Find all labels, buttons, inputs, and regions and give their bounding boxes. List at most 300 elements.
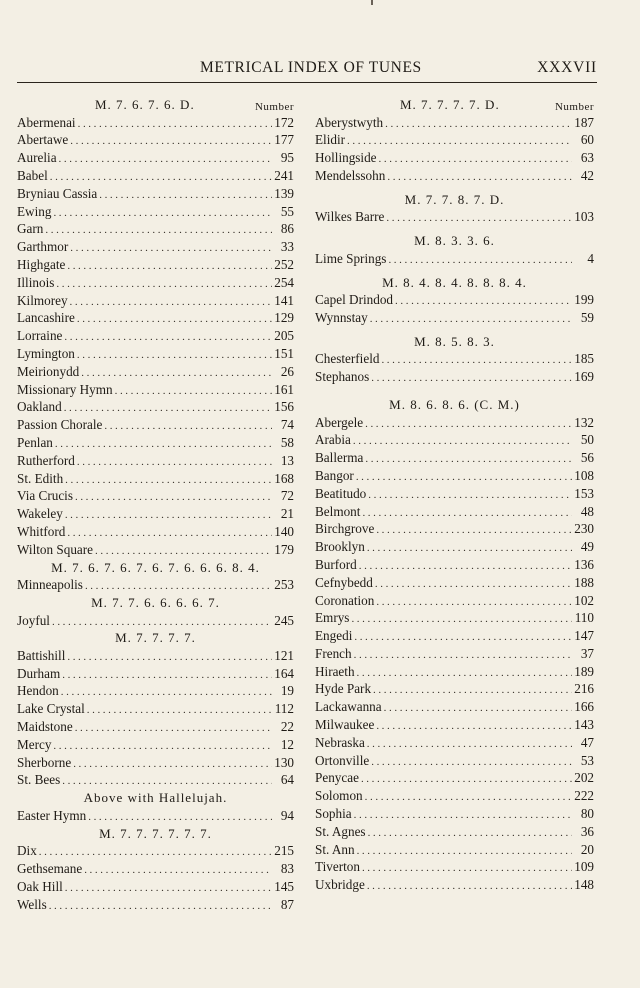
tune-number: 55: [280, 203, 294, 219]
meter-label: M. 8. 5. 8. 3.: [414, 333, 495, 349]
tune-row: [17, 292, 294, 310]
tune-name: Hyde Park: [315, 681, 372, 697]
meter-label: M. 7. 6. 7. 6. D.: [95, 97, 195, 112]
tune-name: Brooklyn: [315, 539, 365, 555]
tune-number: 215: [274, 843, 294, 859]
dot-leader: [77, 311, 272, 329]
dot-leader: [379, 151, 572, 169]
dot-leader: [62, 667, 272, 685]
dot-leader: [373, 682, 572, 700]
tune-name: Milwaukee: [315, 717, 375, 733]
dot-leader: [53, 738, 272, 756]
tune-name: French: [315, 645, 352, 661]
tune-name: Hollingside: [315, 150, 377, 166]
tune-number: 156: [274, 399, 294, 415]
tune-name: Abermenai: [17, 114, 76, 130]
tune-row: [17, 114, 294, 132]
right-column: [315, 96, 594, 894]
meter-label: M. 8. 6. 8. 6. (C. M.): [389, 396, 520, 412]
tune-name: Solomon: [315, 788, 363, 804]
tune-row: [315, 841, 594, 859]
dot-leader: [64, 329, 272, 347]
tune-row: [17, 149, 294, 167]
tune-number: 59: [580, 309, 594, 325]
tune-number: 161: [274, 381, 294, 397]
dot-leader: [365, 416, 572, 434]
tune-number: 110: [574, 610, 594, 626]
tune-number: 216: [574, 681, 594, 697]
tune-row: [315, 538, 594, 556]
meter-heading: [315, 232, 594, 250]
tune-name: Mercy: [17, 736, 52, 752]
tune-row: [315, 208, 594, 226]
tune-name: Bryniau Cassia: [17, 185, 98, 201]
meter-label: M. 7. 7. 7. 7.: [115, 630, 196, 646]
tune-number: 164: [274, 665, 294, 681]
meter-label: M. 7. 7. 6. 6. 6. 6. 7.: [91, 594, 220, 610]
tune-number: 148: [574, 877, 594, 893]
tune-name: Wakeley: [17, 506, 63, 522]
tune-row: [315, 858, 594, 876]
dot-leader: [87, 702, 272, 720]
tune-name: Dix: [17, 843, 37, 859]
tune-name: Lancashire: [17, 310, 75, 326]
tune-name: Wilkes Barre: [315, 209, 385, 225]
tune-number: 139: [274, 185, 294, 201]
tune-number: 47: [580, 734, 594, 750]
tune-name: Penlan: [17, 434, 53, 450]
tune-name: Battishill: [17, 647, 66, 663]
tune-row: [315, 769, 594, 787]
number-column-label: Number: [254, 101, 294, 113]
tune-row: [315, 716, 594, 734]
tune-row: [17, 612, 294, 630]
tune-row: [17, 470, 294, 488]
dot-leader: [67, 258, 272, 276]
tune-row: [17, 771, 294, 789]
tune-name: Whitford: [17, 523, 66, 539]
meter-label: M. 8. 4. 8. 4. 8. 8. 8. 4.: [382, 274, 527, 290]
dot-leader: [367, 736, 572, 754]
meter-heading: [17, 594, 294, 612]
dot-leader: [65, 472, 272, 490]
dot-leader: [395, 293, 572, 311]
tune-row: [17, 238, 294, 256]
tune-name: Bangor: [315, 467, 354, 483]
tune-number: 132: [574, 414, 594, 430]
tune-row: [315, 698, 594, 716]
tune-name: Burford: [315, 556, 357, 572]
tune-row: [17, 523, 294, 541]
dot-leader: [367, 540, 572, 558]
tune-number: 205: [274, 328, 294, 344]
tune-row: [17, 576, 294, 594]
tune-name: Ortonville: [315, 752, 370, 768]
tune-number: 4: [587, 250, 594, 266]
tune-number: 153: [574, 485, 594, 501]
dot-leader: [84, 862, 272, 880]
meter-heading: [315, 274, 594, 292]
dot-leader: [55, 436, 272, 454]
tune-name: Belmont: [315, 503, 361, 519]
dot-leader: [376, 594, 572, 612]
tune-row: [315, 350, 594, 368]
tune-number: 188: [574, 574, 594, 590]
dot-leader: [73, 756, 272, 774]
tune-name: Stephanos: [315, 369, 370, 385]
tune-number: 187: [574, 114, 594, 130]
dot-leader: [77, 454, 272, 472]
tune-name: Joyful: [17, 612, 50, 628]
tune-number: 199: [574, 292, 594, 308]
dot-leader: [354, 647, 572, 665]
dot-leader: [354, 629, 572, 647]
tune-row: [315, 556, 594, 574]
tune-name: Highgate: [17, 256, 66, 272]
tune-row: [17, 505, 294, 523]
tune-name: Chesterfield: [315, 351, 380, 367]
tune-row: [315, 431, 594, 449]
dot-leader: [356, 469, 572, 487]
tune-name: St. Bees: [17, 772, 61, 788]
dot-leader: [375, 576, 572, 594]
tune-row: [17, 878, 294, 896]
tune-name: Sherborne: [17, 754, 72, 770]
tune-row: [315, 609, 594, 627]
tune-name: Gethsemane: [17, 861, 83, 877]
tune-number: 141: [274, 292, 294, 308]
tune-number: 95: [280, 150, 294, 166]
dot-leader: [376, 522, 572, 540]
meter-label: M. 7. 7. 7. 7. 7. 7.: [99, 825, 212, 841]
tune-row: [315, 574, 594, 592]
tune-number: 121: [274, 647, 294, 663]
tune-number: 56: [580, 450, 594, 466]
dot-leader: [361, 771, 572, 789]
meter-heading: [17, 629, 294, 647]
tune-name: Elidir: [315, 132, 346, 148]
meter-label: M. 7. 6. 7. 6. 7. 6. 7. 6. 6. 6. 8. 4.: [51, 559, 260, 575]
dot-leader: [371, 370, 572, 388]
tune-name: Missionary Hymn: [17, 381, 113, 397]
tune-row: [315, 734, 594, 752]
tune-number: 143: [574, 717, 594, 733]
meter-heading: [315, 396, 594, 414]
tune-row: [17, 736, 294, 754]
dot-leader: [56, 276, 272, 294]
dot-leader: [388, 252, 572, 270]
tune-row: [315, 503, 594, 521]
tune-row: [315, 823, 594, 841]
tune-name: Hendon: [17, 683, 59, 699]
tune-name: Wynnstay: [315, 309, 368, 325]
tune-number: 36: [580, 823, 594, 839]
dot-leader: [65, 880, 272, 898]
header-rule: [17, 82, 597, 83]
dot-leader: [75, 720, 272, 738]
dot-leader: [385, 116, 572, 134]
tune-row: [17, 309, 294, 327]
tune-name: Lymington: [17, 345, 75, 361]
tune-name: Lime Springs: [315, 250, 387, 266]
tune-number: 103: [574, 209, 594, 225]
tune-name: Durham: [17, 665, 61, 681]
dot-leader: [371, 754, 572, 772]
tune-number: 86: [280, 221, 294, 237]
dot-leader: [45, 222, 272, 240]
tune-number: 140: [274, 523, 294, 539]
tune-number: 109: [574, 859, 594, 875]
tune-number: 202: [574, 770, 594, 786]
meter-heading: [315, 191, 594, 209]
tune-name: Penycae: [315, 770, 359, 786]
dot-leader: [365, 789, 572, 807]
tune-row: [315, 467, 594, 485]
tune-name: Garn: [17, 221, 44, 237]
dot-leader: [354, 807, 572, 825]
meter-heading: [17, 559, 294, 577]
tune-name: Passion Chorale: [17, 417, 103, 433]
tune-name: Kilmorey: [17, 292, 68, 308]
tune-row: [17, 434, 294, 452]
tune-name: Engedi: [315, 628, 353, 644]
tune-row: [17, 487, 294, 505]
tune-number: 83: [280, 861, 294, 877]
tune-name: Meirionydd: [17, 363, 80, 379]
tune-name: Rutherford: [17, 452, 75, 468]
tune-number: 72: [280, 488, 294, 504]
tune-number: 48: [580, 503, 594, 519]
tune-number: 20: [580, 841, 594, 857]
tune-row: [17, 185, 294, 203]
dot-leader: [365, 451, 572, 469]
tune-number: 12: [280, 736, 294, 752]
dot-leader: [386, 210, 572, 228]
tune-name: Aberystwyth: [315, 114, 384, 130]
dot-leader: [362, 505, 572, 523]
meter-label: M. 8. 3. 3. 6.: [414, 233, 495, 249]
tune-row: [17, 754, 294, 772]
tune-number: 64: [280, 772, 294, 788]
tune-row: [315, 414, 594, 432]
tune-number: 254: [274, 274, 294, 290]
tune-name: Lorraine: [17, 328, 63, 344]
tune-name: St. Ann: [315, 841, 355, 857]
tune-name: Ballerma: [315, 450, 364, 466]
meter-label: M. 7. 7. 7. 7. D.: [400, 97, 500, 112]
meter-heading: [17, 789, 294, 807]
tune-number: 13: [280, 452, 294, 468]
tune-number: 129: [274, 310, 294, 326]
number-column-label: Number: [554, 101, 594, 113]
tune-name: St. Agnes: [315, 823, 366, 839]
tune-row: [315, 167, 594, 185]
dot-leader: [59, 151, 272, 169]
tune-number: 147: [574, 628, 594, 644]
tune-row: [315, 752, 594, 770]
dot-leader: [357, 665, 572, 683]
tune-row: [315, 449, 594, 467]
tune-number: 168: [274, 470, 294, 486]
tune-number: 169: [574, 369, 594, 385]
dot-leader: [99, 187, 272, 205]
tune-row: [315, 309, 594, 327]
dot-leader: [104, 418, 272, 436]
tune-row: [315, 680, 594, 698]
tune-number: 80: [580, 806, 594, 822]
meter-label: M. 7. 7. 8. 7. D.: [404, 191, 505, 207]
dot-leader: [359, 558, 572, 576]
tune-row: [17, 131, 294, 149]
tune-number: 42: [580, 167, 594, 183]
page-header: [17, 58, 597, 82]
tune-name: Abertawe: [17, 132, 69, 148]
dot-leader: [387, 169, 572, 187]
tune-row: [17, 896, 294, 914]
tune-number: 112: [274, 701, 294, 717]
dot-leader: [351, 611, 572, 629]
tune-name: Easter Hymn: [17, 807, 87, 823]
tune-name: Beatitudo: [315, 485, 367, 501]
dot-leader: [65, 507, 272, 525]
meter-heading: [315, 333, 594, 351]
tune-row: [17, 363, 294, 381]
tune-number: 22: [280, 719, 294, 735]
tune-name: Mendelssohn: [315, 167, 386, 183]
tune-name: Birchgrove: [315, 521, 375, 537]
dot-leader: [370, 311, 572, 329]
tune-number: 253: [274, 577, 294, 593]
tune-number: 230: [574, 521, 594, 537]
tune-number: 177: [274, 132, 294, 148]
page-title: METRICAL INDEX OF TUNES: [200, 59, 422, 76]
tune-name: Hiraeth: [315, 663, 355, 679]
tune-name: Capel Drindod: [315, 292, 394, 308]
dot-leader: [53, 205, 272, 223]
dot-leader: [357, 843, 572, 861]
tune-row: [17, 256, 294, 274]
tune-name: Lackawanna: [315, 699, 382, 715]
tune-number: 19: [280, 683, 294, 699]
tune-row: [315, 114, 594, 132]
tune-number: 151: [274, 345, 294, 361]
tune-row: [17, 203, 294, 221]
tune-number: 58: [280, 434, 294, 450]
dot-leader: [70, 294, 272, 312]
dot-leader: [78, 116, 272, 134]
tune-name: Garthmor: [17, 239, 69, 255]
tune-number: 136: [574, 556, 594, 572]
tune-row: [17, 860, 294, 878]
tune-row: [17, 327, 294, 345]
dot-leader: [49, 898, 272, 916]
tune-row: [17, 381, 294, 399]
dot-leader: [75, 489, 272, 507]
tune-number: 241: [274, 167, 294, 183]
tune-row: [315, 149, 594, 167]
tune-name: Minneapolis: [17, 577, 83, 593]
tune-name: Uxbridge: [315, 877, 365, 893]
tune-row: [315, 592, 594, 610]
dot-leader: [115, 383, 272, 401]
tune-row: [17, 345, 294, 363]
tune-name: Ewing: [17, 203, 52, 219]
dot-leader: [67, 649, 272, 667]
tune-number: 37: [580, 645, 594, 661]
tune-row: [315, 663, 594, 681]
tune-name: Oak Hill: [17, 878, 63, 894]
tune-row: [315, 250, 594, 268]
tune-row: [17, 647, 294, 665]
tune-name: St. Edith: [17, 470, 64, 486]
dot-leader: [61, 684, 272, 702]
dot-leader: [368, 487, 572, 505]
dot-leader: [70, 133, 272, 151]
dot-leader: [376, 718, 572, 736]
tune-number: 33: [280, 239, 294, 255]
tune-row: [17, 167, 294, 185]
tune-row: [315, 368, 594, 386]
meter-label: Above with Hallelujah.: [83, 790, 228, 806]
dot-leader: [384, 700, 572, 718]
tune-number: 60: [580, 132, 594, 148]
tune-row: [17, 807, 294, 825]
tune-row: [315, 645, 594, 663]
meter-heading: [17, 825, 294, 843]
tune-row: [315, 876, 594, 894]
dot-leader: [362, 860, 572, 878]
tune-row: [315, 787, 594, 805]
tune-number: 166: [574, 699, 594, 715]
tune-number: 108: [574, 467, 594, 483]
tune-number: 222: [574, 788, 594, 804]
tune-name: Tiverton: [315, 859, 360, 875]
dot-leader: [67, 525, 272, 543]
tune-number: 102: [574, 592, 594, 608]
tune-row: [315, 131, 594, 149]
tune-number: 50: [580, 432, 594, 448]
tune-row: [17, 682, 294, 700]
left-column: [17, 96, 294, 913]
tune-number: 21: [280, 506, 294, 522]
tune-name: Maidstone: [17, 719, 73, 735]
tune-number: 49: [580, 539, 594, 555]
tune-number: 245: [274, 612, 294, 628]
tune-name: Abergele: [315, 414, 364, 430]
top-crease-mark: [371, 0, 373, 5]
tune-row: [315, 627, 594, 645]
tune-row: [17, 274, 294, 292]
tune-name: Via Crucis: [17, 488, 73, 504]
tune-row: [17, 842, 294, 860]
dot-leader: [368, 825, 572, 843]
page-number: XXXVII: [537, 59, 597, 76]
meter-heading: [315, 96, 594, 114]
tune-name: Coronation: [315, 592, 375, 608]
tune-number: 87: [280, 896, 294, 912]
tune-name: Arabia: [315, 432, 351, 448]
tune-number: 179: [274, 541, 294, 557]
tune-row: [17, 665, 294, 683]
tune-number: 130: [274, 754, 294, 770]
dot-leader: [367, 878, 572, 896]
tune-row: [17, 398, 294, 416]
tune-name: Aurelia: [17, 150, 57, 166]
tune-number: 172: [274, 114, 294, 130]
tune-name: Sophia: [315, 806, 352, 822]
dot-leader: [353, 433, 572, 451]
tune-number: 94: [280, 807, 294, 823]
